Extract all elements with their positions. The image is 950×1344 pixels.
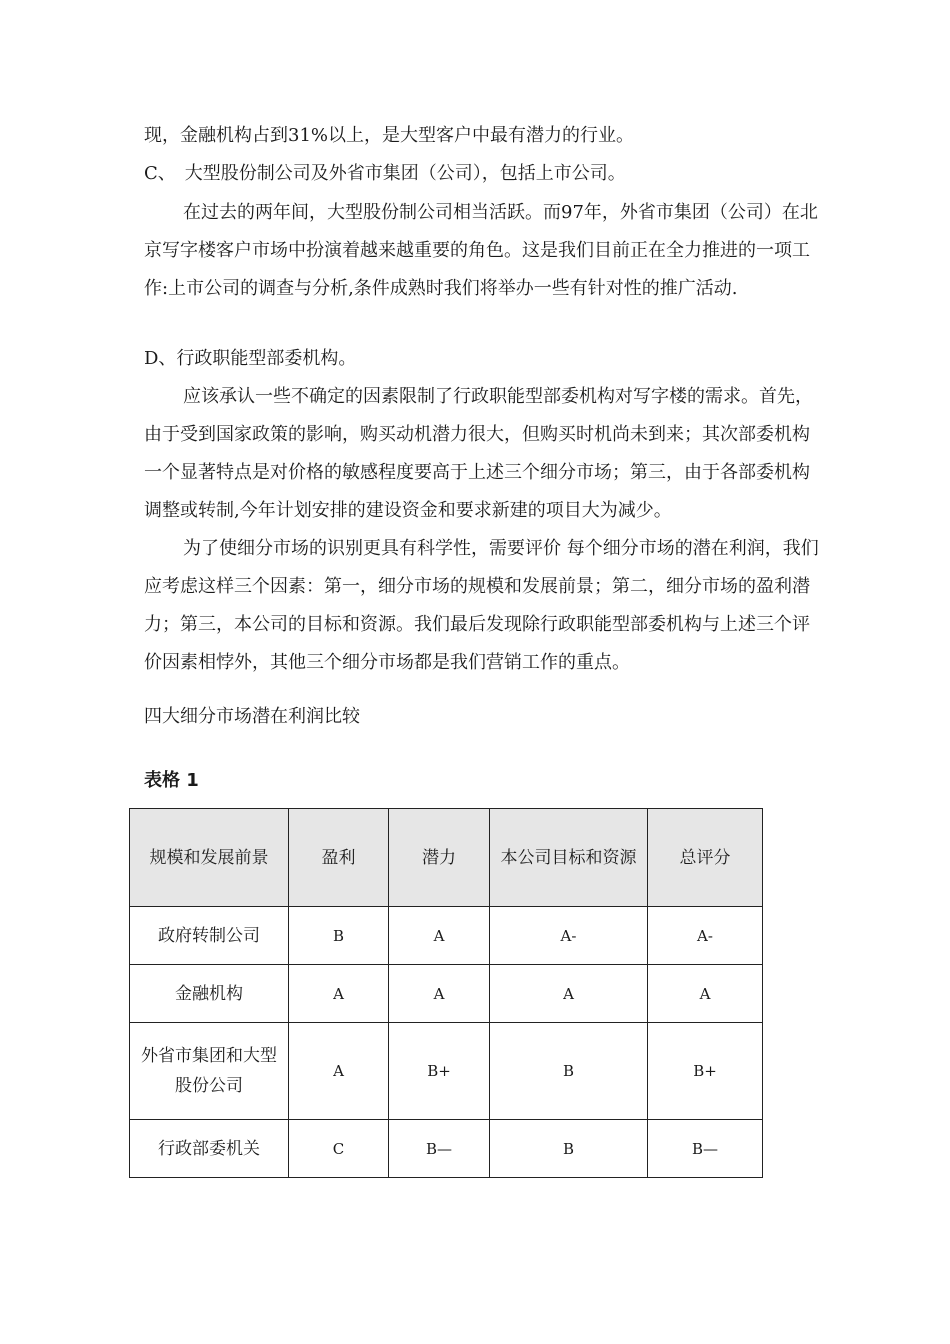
cell-goals-resources: B (490, 1120, 648, 1178)
paragraph-1: 现，金融机构占到31%以上，是大型客户中最有潜力的行业。 (144, 125, 635, 146)
table-row (130, 1023, 763, 1120)
cell-total-score: A (648, 965, 763, 1023)
cell-potential: B— (389, 1120, 490, 1178)
paragraph-5: 应该承认一些不确定的因素限制了行政职能型部委机构对写字楼的需求。首先，由于受到国家政策的影响，购买动机潜力很大，但购买时机尚未到来；其次部委机构一个显著特点是对价格的敏感程度要高于上述三个细分市场；第三，由于各部委机构调整或转制,今年计划安排的建设资金和要求新建的项目大为减少。 (144, 386, 813, 521)
comparison-table (129, 808, 763, 1178)
header-scale: 规模和发展前景 (130, 809, 289, 907)
header-profit: 盈利 (289, 809, 389, 907)
cell-potential: A (389, 965, 490, 1023)
cell-goals-resources: B (490, 1023, 648, 1120)
table-header-row (130, 809, 763, 907)
cell-profit: B (289, 907, 389, 965)
cell-goals-resources: A (490, 965, 648, 1023)
row-label: 政府转制公司 (130, 907, 289, 965)
row-label: 行政部委机关 (130, 1120, 289, 1178)
cell-total-score: A- (648, 907, 763, 965)
cell-profit: C (289, 1120, 389, 1178)
row-label: 外省市集团和大型股份公司 (130, 1023, 289, 1120)
header-potential: 潜力 (389, 809, 490, 907)
section-d-heading: D、行政职能型部委机构。 (144, 348, 357, 369)
cell-potential: A (389, 907, 490, 965)
table-row (130, 965, 763, 1023)
cell-total-score: B+ (648, 1023, 763, 1120)
cell-goals-resources: A- (490, 907, 648, 965)
cell-profit: A (289, 965, 389, 1023)
table-row (130, 1120, 763, 1178)
header-total-score: 总评分 (648, 809, 763, 907)
section-c-heading: C、 大型股份制公司及外省市集团（公司），包括上市公司。 (144, 163, 626, 184)
table-caption: 表格 1 (144, 770, 199, 791)
paragraph-3: 在过去的两年间，大型股份制公司相当活跃。而97年，外省市集团（公司）在北京写字楼客户市场中扮演着越来越重要的角色。这是我们目前正在全力推进的一项工作:上市公司的调查与分析,条件成熟时我们将举办一些有针对性的推广活动. (144, 202, 818, 299)
cell-potential: B+ (389, 1023, 490, 1120)
cell-profit: A (289, 1023, 389, 1120)
table-title: 四大细分市场潜在利润比较 (144, 706, 360, 727)
header-goals-resources: 本公司目标和资源 (490, 809, 648, 907)
row-label: 金融机构 (130, 965, 289, 1023)
paragraph-6: 为了使细分市场的识别更具有科学性，需要评价 每个细分市场的潜在利润，我们应考虑这样三个因素：第一，细分市场的规模和发展前景；第二，细分市场的盈利潜力；第三，本公司的目标和资源。我们最后发现除行政职能型部委机构与上述三个评价因素相悖外，其他三个细分市场都是我们营销工作的重点。 (144, 538, 819, 673)
cell-total-score: B— (648, 1120, 763, 1178)
table-row (130, 907, 763, 965)
